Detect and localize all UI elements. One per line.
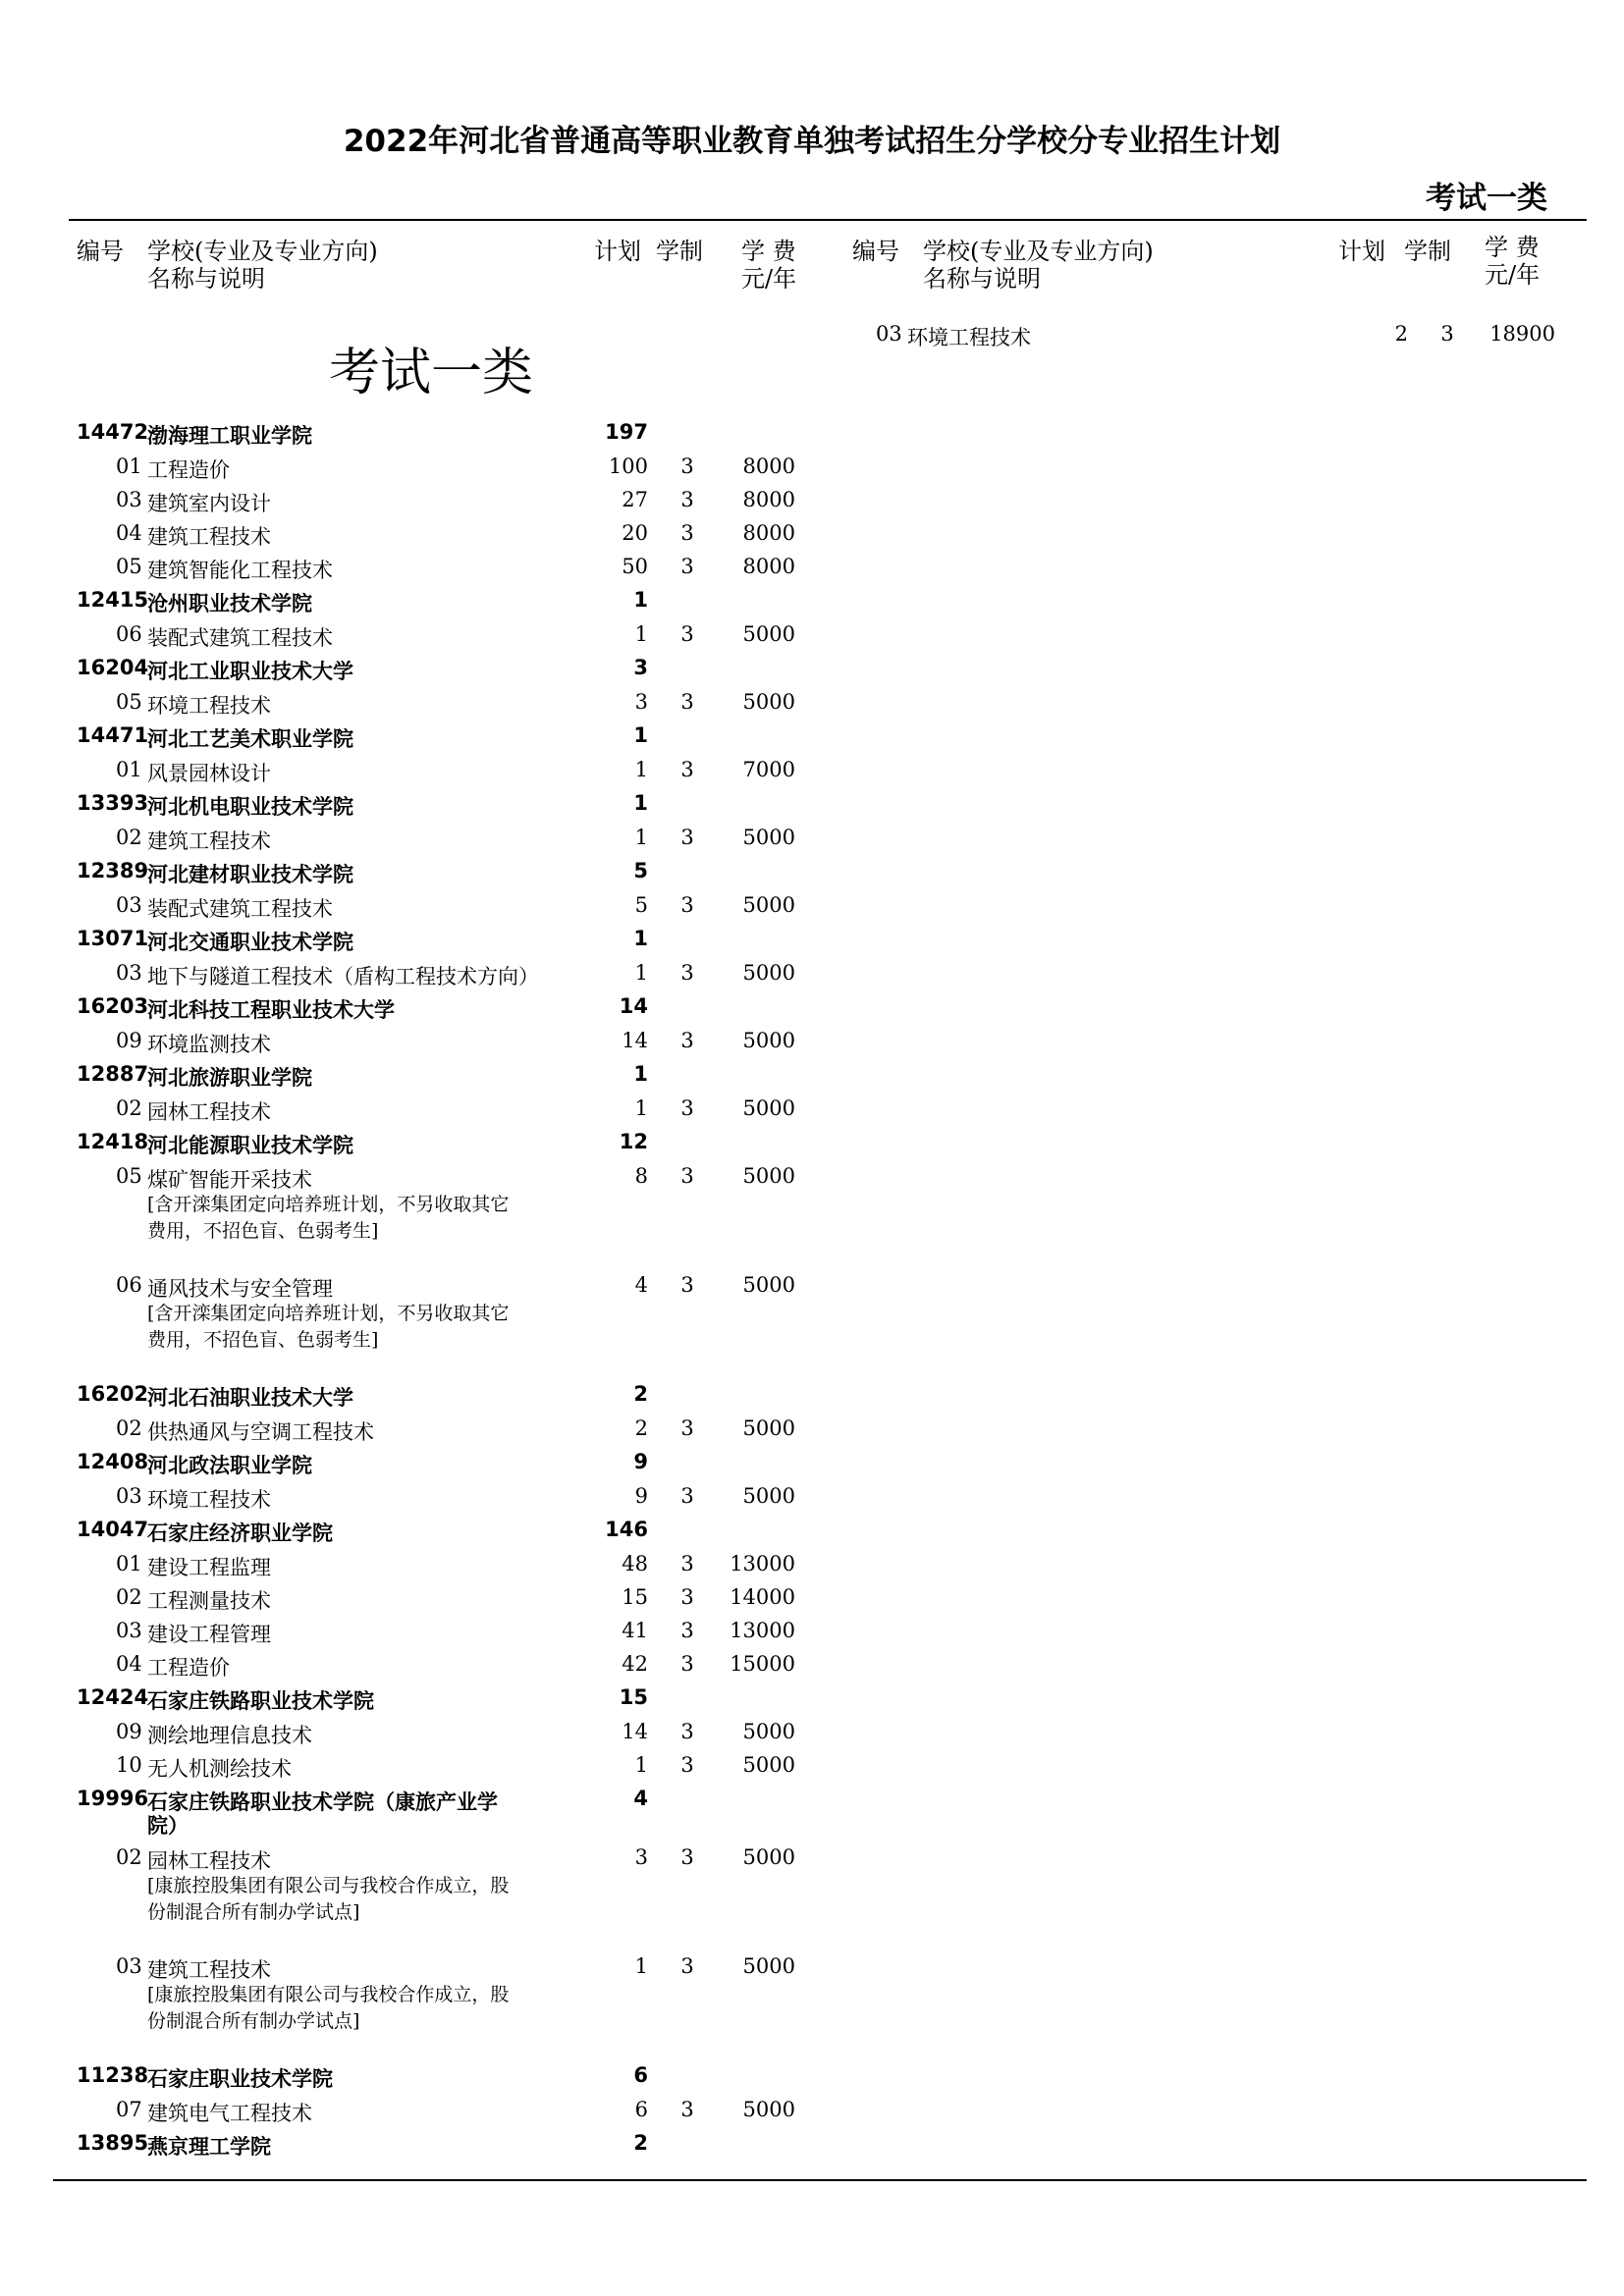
school-name: 石家庄铁路职业技术学院（康旅产业学 [147, 1790, 498, 1814]
major-years: 3 [680, 1096, 694, 1120]
major-name: 工程造价 [147, 458, 230, 482]
major-plan: 1 [634, 961, 648, 985]
major-years: 3 [680, 690, 694, 714]
major-name: 建设工程管理 [147, 1623, 271, 1646]
school-plan: 1 [633, 588, 648, 612]
major-fee: 15000 [730, 1652, 795, 1676]
header-fee-line2: 元/年 [1485, 261, 1541, 289]
major-code: 02 [116, 826, 142, 849]
major-fee: 5000 [742, 1484, 795, 1508]
major-years: 3 [680, 1652, 694, 1676]
school-code: 11238 [77, 2063, 149, 2087]
section-heading: 考试一类 [329, 344, 534, 402]
major-code: 05 [116, 555, 142, 578]
school-plan: 1 [633, 723, 648, 747]
school-code: 16202 [77, 1382, 149, 1406]
major-plan: 27 [622, 488, 648, 511]
school-plan: 197 [605, 420, 648, 444]
major-name: 装配式建筑工程技术 [147, 626, 333, 650]
major-fee: 5000 [742, 622, 795, 646]
major-plan: 6 [634, 2098, 648, 2121]
school-plan: 4 [633, 1787, 648, 1810]
school-name-continued: 院） [147, 1814, 189, 1838]
major-fee: 5000 [742, 690, 795, 714]
major-name: 建筑室内设计 [147, 492, 271, 515]
school-plan: 6 [633, 2063, 648, 2087]
major-years: 3 [680, 1552, 694, 1575]
school-code: 13071 [77, 927, 149, 950]
major-fee: 5000 [742, 1845, 795, 1869]
major-code: 05 [116, 1164, 142, 1188]
school-name: 石家庄铁路职业技术学院 [147, 1689, 374, 1713]
header-name-line2: 名称与说明 [147, 265, 265, 293]
major-years: 3 [680, 2098, 694, 2121]
school-name: 石家庄经济职业学院 [147, 1522, 333, 1545]
school-name: 河北旅游职业学院 [147, 1066, 312, 1090]
school-code: 12389 [77, 859, 149, 882]
major-years: 3 [680, 758, 694, 781]
major-name: 风景园林设计 [147, 762, 271, 785]
major-plan: 3 [634, 690, 648, 714]
major-code: 06 [116, 622, 142, 646]
major-fee: 8000 [742, 488, 795, 511]
category-label: 考试一类 [1426, 181, 1547, 216]
major-years: 3 [680, 1585, 694, 1609]
major-code: 03 [116, 893, 142, 917]
school-plan: 2 [633, 1382, 648, 1406]
school-name: 河北科技工程职业技术大学 [147, 998, 395, 1022]
major-code: 03 [116, 1619, 142, 1642]
major-name: 园林工程技术 [147, 1849, 271, 1873]
school-name: 河北交通职业技术学院 [147, 931, 353, 954]
major-note: 费用，不招色盲、色弱考生] [147, 1220, 379, 1242]
header-name-line2: 名称与说明 [923, 265, 1041, 293]
major-years: 3 [680, 488, 694, 511]
major-code: 02 [116, 1585, 142, 1609]
header-fee-line2: 元/年 [741, 265, 797, 293]
header-name-line1: 学校(专业及专业方向) [923, 238, 1154, 265]
footer-divider [53, 2179, 1587, 2181]
major-name: 环境工程技术 [147, 1488, 271, 1512]
school-plan: 12 [619, 1130, 648, 1153]
major-name: 建设工程监理 [147, 1556, 271, 1579]
header-code: 编号 [77, 238, 124, 265]
major-name: 地下与隧道工程技术（盾构工程技术方向） [147, 965, 539, 988]
school-code: 16204 [77, 656, 149, 679]
major-name: 环境监测技术 [147, 1033, 271, 1056]
school-name: 沧州职业技术学院 [147, 592, 312, 615]
school-plan: 1 [633, 791, 648, 815]
major-plan: 1 [634, 826, 648, 849]
major-fee: 13000 [730, 1619, 795, 1642]
major-fee: 5000 [742, 1096, 795, 1120]
major-plan: 14 [622, 1029, 648, 1052]
school-code: 14047 [77, 1518, 149, 1541]
major-note: [含开滦集团定向培养班计划，不另收取其它 [147, 1303, 510, 1324]
major-fee: 5000 [742, 961, 795, 985]
major-fee: 5000 [742, 1720, 795, 1743]
major-name: 煤矿智能开采技术 [147, 1168, 312, 1192]
major-years: 3 [680, 826, 694, 849]
school-name: 河北建材职业技术学院 [147, 863, 353, 886]
major-plan: 42 [622, 1652, 648, 1676]
major-code: 02 [116, 1845, 142, 1869]
major-years: 3 [680, 521, 694, 545]
school-code: 14472 [77, 420, 149, 444]
header-name-line1: 学校(专业及专业方向) [147, 238, 378, 265]
major-code: 03 [116, 1484, 142, 1508]
major-code: 03 [116, 961, 142, 985]
school-code: 12418 [77, 1130, 149, 1153]
major-plan: 8 [634, 1164, 648, 1188]
school-code: 19996 [77, 1787, 149, 1810]
major-plan: 2 [1394, 322, 1408, 346]
header-fee-line1: 学 费 [1485, 234, 1540, 261]
school-code: 13895 [77, 2131, 149, 2155]
major-fee: 5000 [742, 1164, 795, 1188]
school-code: 16203 [77, 994, 149, 1018]
major-code: 02 [116, 1416, 142, 1440]
major-fee: 8000 [742, 555, 795, 578]
school-code: 12887 [77, 1062, 149, 1086]
major-plan: 1 [634, 1096, 648, 1120]
major-fee: 8000 [742, 454, 795, 478]
major-name: 无人机测绘技术 [147, 1757, 292, 1781]
major-years: 3 [680, 454, 694, 478]
major-years: 3 [680, 1720, 694, 1743]
major-years: 3 [680, 555, 694, 578]
major-plan: 4 [634, 1273, 648, 1297]
major-fee: 5000 [742, 1029, 795, 1052]
major-code: 01 [116, 758, 142, 781]
major-years: 3 [680, 1273, 694, 1297]
school-code: 13393 [77, 791, 149, 815]
major-code: 10 [116, 1753, 142, 1777]
major-name: 建筑工程技术 [147, 525, 271, 549]
major-note: 份制混合所有制办学试点] [147, 1901, 360, 1923]
major-fee: 5000 [742, 893, 795, 917]
major-plan: 1 [634, 758, 648, 781]
school-plan: 15 [619, 1685, 648, 1709]
major-note: [康旅控股集团有限公司与我校合作成立，股 [147, 1875, 510, 1896]
header-code: 编号 [852, 238, 899, 265]
major-years: 3 [680, 1164, 694, 1188]
major-name: 供热通风与空调工程技术 [147, 1420, 374, 1444]
major-years: 3 [680, 1416, 694, 1440]
major-code: 04 [116, 521, 142, 545]
school-code: 12408 [77, 1450, 149, 1473]
school-plan: 14 [619, 994, 648, 1018]
major-fee: 8000 [742, 521, 795, 545]
major-fee: 14000 [730, 1585, 795, 1609]
major-name: 工程造价 [147, 1656, 230, 1680]
major-name: 建筑工程技术 [147, 829, 271, 853]
major-name: 通风技术与安全管理 [147, 1277, 333, 1301]
major-plan: 20 [622, 521, 648, 545]
school-plan: 9 [633, 1450, 648, 1473]
header-top-divider [69, 219, 1587, 221]
major-note: [康旅控股集团有限公司与我校合作成立，股 [147, 1984, 510, 2005]
major-plan: 5 [634, 893, 648, 917]
major-code: 07 [116, 2098, 142, 2121]
school-name: 燕京理工学院 [147, 2135, 271, 2159]
header-years: 学制 [1404, 238, 1451, 265]
school-name: 河北政法职业学院 [147, 1454, 312, 1477]
major-years: 3 [680, 961, 694, 985]
major-code: 05 [116, 690, 142, 714]
major-code: 09 [116, 1029, 142, 1052]
school-name: 河北工艺美术职业学院 [147, 727, 353, 751]
major-code: 03 [876, 322, 902, 346]
major-fee: 5000 [742, 1954, 795, 1978]
school-code: 12415 [77, 588, 149, 612]
school-plan: 1 [633, 1062, 648, 1086]
major-plan: 48 [622, 1552, 648, 1575]
school-code: 12424 [77, 1685, 149, 1709]
major-fee: 5000 [742, 2098, 795, 2121]
school-plan: 146 [605, 1518, 648, 1541]
major-code: 01 [116, 1552, 142, 1575]
school-name: 河北机电职业技术学院 [147, 795, 353, 819]
school-plan: 5 [633, 859, 648, 882]
major-plan: 9 [634, 1484, 648, 1508]
major-plan: 14 [622, 1720, 648, 1743]
major-name: 建筑电气工程技术 [147, 2102, 312, 2125]
major-code: 09 [116, 1720, 142, 1743]
major-code: 01 [116, 454, 142, 478]
major-plan: 50 [622, 555, 648, 578]
major-fee: 5000 [742, 1753, 795, 1777]
major-name: 测绘地理信息技术 [147, 1724, 312, 1747]
school-plan: 3 [633, 656, 648, 679]
major-fee: 7000 [742, 758, 795, 781]
major-years: 3 [1440, 322, 1454, 346]
header-fee-line1: 学 费 [741, 238, 796, 265]
major-fee: 5000 [742, 826, 795, 849]
major-years: 3 [680, 1484, 694, 1508]
major-name: 园林工程技术 [147, 1100, 271, 1124]
school-plan: 1 [633, 927, 648, 950]
major-fee: 5000 [742, 1273, 795, 1297]
major-years: 3 [680, 1954, 694, 1978]
major-code: 02 [116, 1096, 142, 1120]
major-plan: 3 [634, 1845, 648, 1869]
major-name: 环境工程技术 [147, 694, 271, 718]
major-years: 3 [680, 1753, 694, 1777]
major-years: 3 [680, 1619, 694, 1642]
major-fee: 5000 [742, 1416, 795, 1440]
page-title: 2022年河北省普通高等职业教育单独考试招生分学校分专业招生计划 [343, 124, 1281, 159]
header-plan: 计划 [1338, 238, 1385, 265]
school-name: 河北石油职业技术大学 [147, 1386, 353, 1410]
major-name: 工程测量技术 [147, 1589, 271, 1613]
header-plan: 计划 [594, 238, 641, 265]
major-code: 03 [116, 488, 142, 511]
major-years: 3 [680, 622, 694, 646]
major-plan: 1 [634, 1753, 648, 1777]
major-name: 装配式建筑工程技术 [147, 897, 333, 921]
major-plan: 15 [622, 1585, 648, 1609]
major-plan: 100 [608, 454, 648, 478]
major-name: 环境工程技术 [907, 326, 1031, 349]
major-fee: 18900 [1489, 322, 1555, 346]
major-plan: 1 [634, 1954, 648, 1978]
school-plan: 2 [633, 2131, 648, 2155]
major-note: 份制混合所有制办学试点] [147, 2010, 360, 2032]
school-name: 河北能源职业技术学院 [147, 1134, 353, 1157]
school-name: 河北工业职业技术大学 [147, 660, 353, 683]
major-note: [含开滦集团定向培养班计划，不另收取其它 [147, 1194, 510, 1215]
major-plan: 41 [622, 1619, 648, 1642]
major-note: 费用，不招色盲、色弱考生] [147, 1329, 379, 1351]
major-years: 3 [680, 1029, 694, 1052]
major-years: 3 [680, 893, 694, 917]
major-plan: 1 [634, 622, 648, 646]
major-name: 建筑智能化工程技术 [147, 559, 333, 582]
school-name: 石家庄职业技术学院 [147, 2067, 333, 2091]
major-code: 04 [116, 1652, 142, 1676]
major-name: 建筑工程技术 [147, 1958, 271, 1982]
school-name: 渤海理工职业学院 [147, 424, 312, 448]
major-fee: 13000 [730, 1552, 795, 1575]
major-years: 3 [680, 1845, 694, 1869]
major-code: 06 [116, 1273, 142, 1297]
major-plan: 2 [634, 1416, 648, 1440]
major-code: 03 [116, 1954, 142, 1978]
school-code: 14471 [77, 723, 149, 747]
header-years: 学制 [656, 238, 703, 265]
